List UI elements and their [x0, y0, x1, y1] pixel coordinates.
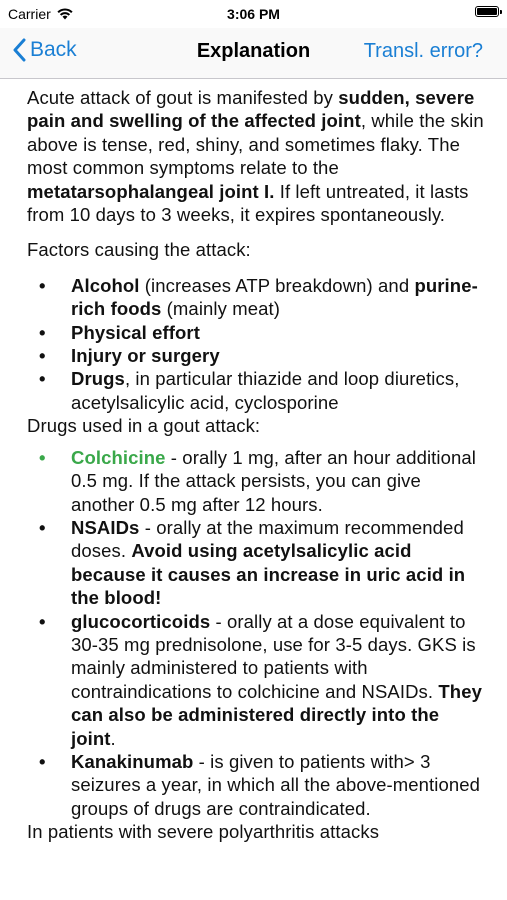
factor-bold-2: purine-rich foods	[71, 274, 478, 320]
list-item: • Kanakinumab - is given to patients with> 3 seizures a year, in which all the above-mentioned groups of drugs are contraindicated.	[39, 750, 481, 819]
factor-bold: Physical effort	[71, 321, 200, 343]
drug-text: - orally at a dose equivalent to 30-35 mg prednisolone, use for 3-5 days. GKS is mainly administered to patients with contraindications to colchicine and NSAIDs.	[71, 610, 476, 702]
list-item: • Alcohol (increases ATP breakdown) and purine-rich foods (mainly meat)	[39, 274, 478, 320]
list-item: • Physical effort	[39, 321, 200, 343]
intro-bold-2: metatarsophalangeal joint I.	[27, 180, 275, 202]
drug-bold: Kanakinumab	[71, 750, 194, 772]
drug-bold: NSAIDs	[71, 516, 140, 538]
cut-off-line: In patients with severe polyarthritis attacks	[27, 821, 380, 843]
factor-bold: Drugs	[71, 368, 125, 390]
list-item: • NSAIDs - orally at the maximum recommended doses. Avoid using acetylsalicylic acid because it causes an increase in uric acid in the blood!	[39, 516, 466, 609]
intro-paragraph	[27, 86, 487, 226]
intro-text-3: If left untreated, it lasts from 10 days to 3 weeks, it expires spontaneously.	[27, 180, 469, 226]
carrier-label: Carrier	[8, 6, 51, 22]
drugs-list	[27, 446, 487, 821]
factor-bold: Injury or surgery	[71, 345, 220, 367]
list-item: • Injury or surgery	[39, 345, 220, 367]
list-item: • glucocorticoids - orally at a dose equivalent to 30-35 mg prednisolone, use for 3-5 days. GKS is mainly administered to patients with contraindications to colchicine and NSAIDs. They can also be administered directly into the joint.	[39, 610, 482, 749]
drug-text: - orally at the maximum recommended doses.	[71, 516, 464, 562]
drug-bold-2: Avoid using acetylsalicylic acid because it causes an increase in uric acid in the blood!	[71, 540, 466, 609]
explanation-content	[27, 86, 487, 844]
battery-icon	[475, 6, 499, 17]
factors-list	[27, 274, 487, 414]
list-item: • Drugs, in particular thiazide and loop diuretics, acetylsalicylic acid, cyclosporine	[39, 368, 460, 413]
list-item: • Colchicine - orally 1 mg, after an hour additional 0.5 mg. If the attack persists, you can give another 0.5 mg after 12 hours.	[39, 446, 477, 515]
intro-text-1: Acute attack of gout is manifested by	[27, 87, 339, 108]
factor-bold: Alcohol	[71, 274, 140, 296]
back-button[interactable]	[12, 38, 77, 62]
drug-text: - is given to patients with> 3 seizures a year, in which all the above-mentioned groups of drugs are contraindicated.	[71, 750, 481, 819]
factor-text-2: (mainly meat)	[161, 298, 281, 320]
back-label: Back	[30, 38, 77, 61]
drug-bold-2: They can also be administered directly into the joint	[71, 680, 482, 749]
clock: 3:06 PM	[227, 6, 280, 22]
colchicine-link[interactable]: Colchicine	[71, 446, 166, 468]
page-title: Explanation	[196, 40, 311, 62]
drug-bold: glucocorticoids	[71, 610, 211, 632]
translation-error-button[interactable]: Transl. error?	[363, 40, 483, 62]
navigation-bar	[0, 28, 507, 79]
drug-text: - orally 1 mg, after an hour additional 0.5 mg. If the attack persists, you can give another 0.5 mg after 12 hours.	[71, 446, 477, 515]
drugs-heading: Drugs used in a gout attack:	[27, 415, 261, 437]
status-bar	[0, 0, 507, 28]
chevron-left-icon	[12, 38, 26, 62]
intro-bold-1: sudden, severe pain and swelling of the affected joint	[27, 87, 475, 132]
intro-text-2: , while the skin above is tense, red, shiny, and sometimes flaky. The most common symptoms relate to the	[27, 110, 484, 179]
factor-text: (increases ATP breakdown) and	[139, 274, 415, 296]
drug-text-2: .	[110, 727, 116, 749]
factor-text: , in particular thiazide and loop diuretics, acetylsalicylic acid, cyclosporine	[71, 368, 460, 413]
factors-heading: Factors causing the attack:	[27, 239, 251, 261]
